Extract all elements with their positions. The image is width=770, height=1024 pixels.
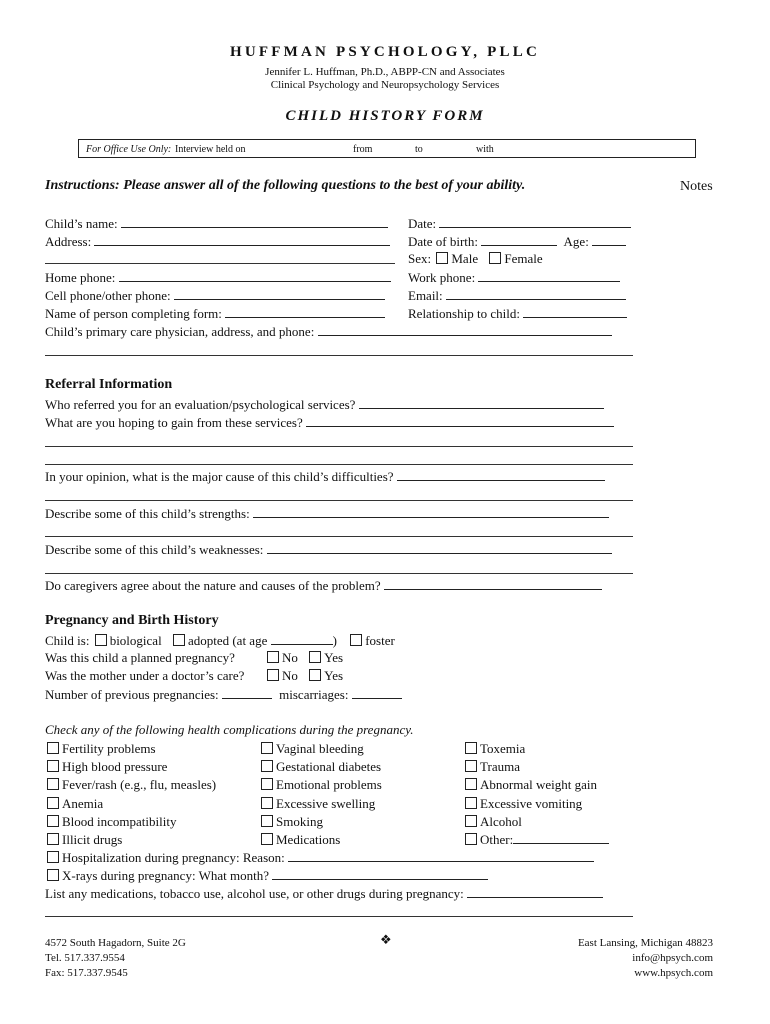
complication-checkbox[interactable] (47, 833, 59, 845)
cell-phone-field[interactable] (174, 287, 385, 300)
complication-checkbox[interactable] (261, 778, 273, 790)
footer-left (45, 936, 186, 981)
age-label: Age: (563, 234, 589, 249)
weaknesses-row (45, 541, 612, 558)
physician-row (45, 323, 612, 340)
biological-label: biological (109, 633, 162, 648)
strengths-line-2[interactable] (45, 536, 633, 537)
instructions: Instructions: Please answer all of the following questions to the best of your ability. (45, 178, 526, 193)
complication-item (259, 795, 382, 813)
work-phone-label: Work phone: (408, 270, 476, 285)
medications-list-row (45, 885, 603, 902)
date-field[interactable] (439, 215, 631, 228)
address-line-2[interactable] (45, 263, 395, 264)
miscarriages-field[interactable] (352, 686, 402, 699)
weaknesses-field[interactable] (267, 541, 612, 554)
pregnancy-heading: Pregnancy and Birth History (45, 613, 219, 628)
planned-row (45, 650, 235, 666)
physician-line-2[interactable] (45, 355, 633, 356)
doctor-no-label: No (282, 668, 298, 683)
miscarriages-label: miscarriages: (279, 687, 349, 702)
address-row (45, 233, 390, 250)
services: Clinical Psychology and Neuropsychology Services (270, 79, 500, 91)
physician-field[interactable] (318, 323, 612, 336)
complication-checkbox[interactable] (465, 760, 477, 772)
complication-item (45, 813, 216, 831)
footer-city: East Lansing, Michigan 48823 (577, 937, 713, 949)
child-is-row (45, 632, 395, 649)
credentials: Jennifer L. Huffman, Ph.D., ABPP-CN and Associates (265, 66, 505, 78)
strengths-field[interactable] (253, 505, 609, 518)
complication-label: Excessive swelling (276, 795, 376, 811)
home-phone-label: Home phone: (45, 270, 116, 285)
complication-checkbox[interactable] (261, 833, 273, 845)
complication-item (463, 831, 609, 849)
strengths-row (45, 505, 609, 522)
work-phone-field[interactable] (478, 269, 620, 282)
planned-no-label: No (282, 650, 298, 665)
form-title: CHILD HISTORY FORM (285, 108, 485, 124)
ornament-icon: ❖ (380, 932, 392, 947)
relationship-field[interactable] (523, 305, 627, 318)
complication-label: Alcohol (480, 813, 522, 829)
cell-phone-row (45, 287, 385, 304)
planned-options (265, 650, 343, 666)
dob-field[interactable] (481, 233, 557, 246)
weaknesses-line-2[interactable] (45, 573, 633, 574)
complications-note: Check any of the following health complications during the pregnancy. (45, 722, 414, 737)
complication-label: Vaginal bleeding (276, 741, 364, 756)
female-checkbox[interactable] (489, 252, 501, 264)
childs-name-field[interactable] (121, 215, 388, 228)
complication-checkbox[interactable] (261, 760, 273, 772)
interview-label: Interview held on (175, 144, 246, 155)
biological-checkbox[interactable] (95, 634, 107, 646)
complication-label: Fertility problems (62, 741, 156, 756)
complication-item (463, 776, 609, 794)
strengths-label: Describe some of this child’s strengths: (45, 506, 250, 521)
doctor-care-row (45, 668, 244, 684)
doctor-no-checkbox[interactable] (267, 669, 279, 681)
doctor-care-label: Was the mother under a doctor’s care? (45, 668, 245, 683)
prev-pregnancies-label: Number of previous pregnancies: (45, 687, 219, 702)
physician-label: Child’s primary care physician, address, and phone: (45, 324, 315, 339)
home-phone-row (45, 269, 391, 286)
complication-checkbox[interactable] (465, 797, 477, 809)
notes-label: Notes (680, 179, 713, 194)
address-label: Address: (45, 234, 92, 249)
dob-row (408, 233, 626, 250)
complication-checkbox[interactable] (47, 778, 59, 790)
complication-item (259, 740, 382, 758)
cell-phone-label: Cell phone/other phone: (45, 288, 171, 303)
complication-item (259, 813, 382, 831)
sex-label: Sex: (408, 251, 432, 266)
hoping-gain-row (45, 414, 614, 431)
address-field[interactable] (94, 233, 390, 246)
adopted-label: adopted (at age (187, 633, 268, 648)
complication-label: Other: (480, 832, 514, 848)
person-completing-field[interactable] (225, 305, 385, 318)
footer-email[interactable]: info@hpsych.com (632, 952, 713, 964)
complication-checkbox[interactable] (465, 742, 477, 754)
complication-checkbox[interactable] (465, 833, 477, 845)
xrays-checkbox[interactable] (47, 869, 59, 881)
adopted-close: ) (332, 633, 337, 648)
xrays-field[interactable] (272, 867, 488, 880)
prev-pregnancies-field[interactable] (222, 686, 272, 699)
male-label: Male (451, 251, 479, 266)
complication-item (463, 740, 609, 758)
major-cause-label: In your opinion, what is the major cause of this child’s difficulties? (45, 469, 394, 484)
person-completing-row (45, 305, 385, 322)
complications-col-2 (259, 740, 382, 849)
complication-checkbox[interactable] (261, 797, 273, 809)
foster-checkbox[interactable] (350, 634, 362, 646)
doctor-care-options (265, 668, 343, 684)
from-label: from (353, 144, 373, 155)
with-label: with (476, 144, 494, 155)
relationship-row (408, 305, 627, 322)
prev-pregnancies-row (45, 686, 402, 703)
childs-name-row (45, 215, 388, 232)
complication-label: Toxemia (480, 741, 526, 756)
email-label: Email: (408, 288, 443, 303)
major-cause-line-2[interactable] (45, 500, 633, 501)
to-label: to (415, 144, 423, 155)
complication-item (259, 776, 382, 794)
caregivers-field[interactable] (384, 577, 602, 590)
relationship-label: Relationship to child: (408, 306, 520, 321)
caregivers-row (45, 577, 602, 594)
weaknesses-label: Describe some of this child’s weaknesses: (45, 542, 264, 557)
home-phone-field[interactable] (119, 269, 391, 282)
dob-label: Date of birth: (408, 234, 479, 249)
hoping-gain-field[interactable] (306, 414, 614, 427)
date-row (408, 215, 631, 232)
complication-item (45, 831, 216, 849)
complication-label: Medications (276, 832, 341, 848)
complication-item (45, 776, 216, 794)
medications-list-field[interactable] (467, 885, 603, 898)
complication-item (259, 758, 382, 776)
complications-col-1 (45, 740, 216, 849)
xrays-label: X-rays during pregnancy: What month? (62, 868, 269, 883)
complication-label: Excessive vomiting (480, 795, 583, 811)
complication-checkbox[interactable] (47, 760, 59, 772)
hospitalization-label: Hospitalization during pregnancy: Reason: (62, 850, 285, 865)
complication-checkbox[interactable] (465, 815, 477, 827)
complication-item (463, 795, 609, 813)
childs-name-label: Child’s name: (45, 216, 118, 231)
complication-label: Abnormal weight gain (480, 777, 597, 793)
complication-checkbox[interactable] (261, 742, 273, 754)
complication-item (463, 813, 609, 831)
male-checkbox[interactable] (436, 252, 448, 264)
who-referred-label: Who referred you for an evaluation/psychological services? (45, 397, 356, 412)
hoping-gain-label: What are you hoping to gain from these services? (45, 415, 303, 430)
complication-label: Trauma (480, 759, 520, 775)
child-is-label: Child is: (45, 633, 90, 648)
caregivers-label: Do caregivers agree about the nature and causes of the problem? (45, 578, 381, 593)
footer-tel: Tel. 517.337.9554 (45, 952, 125, 964)
doctor-yes-label: Yes (324, 668, 344, 683)
sex-row (408, 251, 543, 267)
complication-item (463, 758, 609, 776)
complication-checkbox[interactable] (47, 815, 59, 827)
age-field[interactable] (592, 233, 626, 246)
complication-label: Emotional problems (276, 777, 382, 793)
footer-web[interactable]: www.hpsych.com (634, 967, 713, 979)
medications-line-2[interactable] (45, 916, 633, 917)
complication-checkbox[interactable] (261, 815, 273, 827)
office-use-box (78, 139, 696, 158)
complications-col-3 (463, 740, 609, 849)
complication-checkbox[interactable] (47, 742, 59, 754)
complication-item (259, 831, 382, 849)
planned-yes-label: Yes (324, 650, 344, 665)
date-label: Date: (408, 216, 437, 231)
complication-checkbox[interactable] (465, 778, 477, 790)
major-cause-row (45, 468, 605, 485)
other-field[interactable] (513, 831, 609, 844)
footer-address: 4572 South Hagadorn, Suite 2G (45, 937, 186, 949)
complication-label: Gestational diabetes (276, 759, 382, 775)
hoping-gain-line-2[interactable] (45, 446, 633, 447)
hospitalization-row (45, 849, 594, 866)
complication-label: Blood incompatibility (62, 813, 177, 829)
complication-item (45, 758, 216, 776)
work-phone-row (408, 269, 620, 286)
office-use-label: For Office Use Only: (86, 144, 172, 155)
complication-checkbox[interactable] (47, 797, 59, 809)
footer-right (578, 936, 713, 981)
planned-yes-checkbox[interactable] (309, 651, 321, 663)
person-completing-label: Name of person completing form: (45, 306, 222, 321)
complication-label: Smoking (276, 813, 323, 829)
planned-no-checkbox[interactable] (267, 651, 279, 663)
firm-name: HUFFMAN PSYCHOLOGY, PLLC (229, 44, 540, 60)
complication-label: High blood pressure (62, 759, 168, 775)
adopted-age-field[interactable] (271, 632, 333, 645)
who-referred-field[interactable] (359, 396, 604, 409)
complication-item (45, 740, 216, 758)
adopted-checkbox[interactable] (173, 634, 185, 646)
hoping-gain-line-3[interactable] (45, 464, 633, 465)
email-row (408, 287, 626, 304)
complication-label: Anemia (62, 795, 104, 811)
complication-label: Fever/rash (e.g., flu, measles) (62, 777, 217, 793)
referral-heading: Referral Information (45, 377, 173, 392)
planned-label: Was this child a planned pregnancy? (45, 650, 235, 665)
medications-list-label: List any medications, tobacco use, alcohol use, or other drugs during pregnancy: (45, 886, 464, 901)
hospitalization-field[interactable] (288, 849, 594, 862)
doctor-yes-checkbox[interactable] (309, 669, 321, 681)
hospitalization-checkbox[interactable] (47, 851, 59, 863)
email-field[interactable] (446, 287, 626, 300)
complication-item (45, 795, 216, 813)
complication-label: Illicit drugs (62, 832, 123, 848)
female-label: Female (504, 251, 543, 266)
xrays-row (45, 867, 488, 884)
major-cause-field[interactable] (397, 468, 605, 481)
foster-label: foster (365, 633, 395, 648)
footer-fax: Fax: 517.337.9545 (45, 967, 128, 979)
who-referred-row (45, 396, 604, 413)
